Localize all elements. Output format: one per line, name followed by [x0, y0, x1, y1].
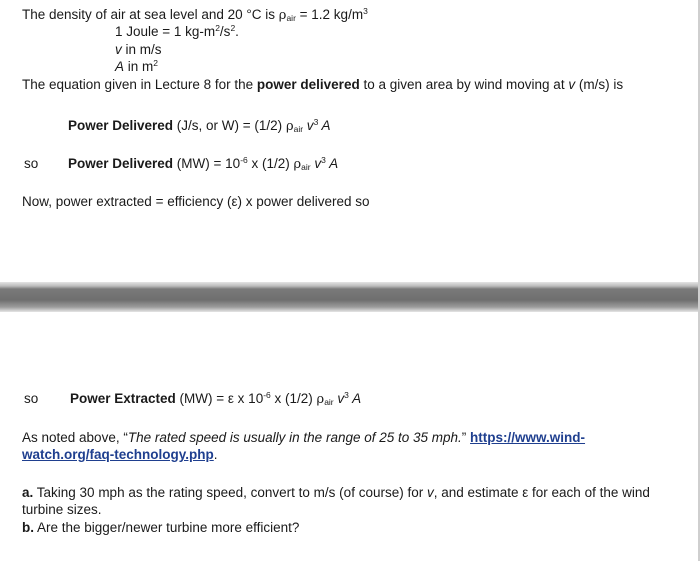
a-variable: A — [318, 118, 331, 133]
text: ” — [461, 430, 471, 445]
text: As noted above, “ — [22, 430, 128, 445]
superscript: 2 — [230, 23, 236, 33]
question-b — [22, 519, 299, 536]
rho-symbol: ρ — [293, 157, 302, 172]
faq-link[interactable]: https://www.wind- — [470, 430, 586, 445]
superscript: 3 — [313, 117, 319, 127]
lecture-equation-intro — [22, 76, 623, 93]
text: The equation given in Lecture 8 for the — [22, 77, 257, 92]
text: (J/s, or W) = (1/2) — [173, 118, 286, 133]
v-variable: v — [310, 156, 322, 171]
text: (MW) = 10 — [173, 156, 241, 171]
superscript: 2 — [215, 23, 220, 33]
noted-paragraph-line1 — [22, 429, 585, 446]
power-extracted-intro: Now, power extracted = efficiency (ε) x power delivered so — [22, 194, 370, 209]
subscript: air — [301, 162, 311, 172]
text: 1 Joule = 1 kg-m — [115, 24, 216, 39]
so-label: so — [24, 391, 39, 406]
superscript: 3 — [321, 155, 326, 165]
so-label: so — [24, 156, 39, 171]
text: Taking 30 mph as the rating speed, convert to m/s (of course) for — [33, 485, 427, 500]
joule-line — [115, 23, 239, 40]
v-variable: v — [333, 391, 345, 406]
rated-speed-quote: The rated speed is usually in the range of 25 to 35 mph. — [127, 430, 462, 445]
text: . — [213, 447, 218, 462]
text: x (1/2) — [247, 156, 294, 171]
superscript: 3 — [344, 390, 349, 400]
subscript: air — [286, 13, 296, 23]
area-units-line — [115, 58, 158, 75]
power-delivered-mw-equation — [68, 155, 338, 173]
text: , and estimate ε for each of the wind — [433, 485, 650, 500]
text: . — [235, 24, 239, 39]
page-divider — [0, 282, 700, 312]
superscript: -6 — [263, 390, 271, 400]
text: to a given area by wind moving at — [359, 77, 569, 92]
superscript: -6 — [240, 155, 248, 165]
subscript: air — [324, 397, 334, 407]
superscript: 2 — [153, 58, 159, 68]
a-variable: A — [325, 156, 339, 171]
noted-paragraph-line2 — [22, 446, 218, 463]
faq-link-continued[interactable]: watch.org/faq-technology.php — [22, 447, 214, 462]
a-variable: A — [348, 391, 362, 406]
velocity-units-line — [115, 41, 162, 58]
text: x (1/2) — [270, 391, 317, 406]
subscript: air — [293, 124, 304, 134]
v-variable: v — [115, 42, 122, 57]
text: (m/s) is — [575, 77, 624, 92]
text: The density of air at sea level and 20 °C is — [22, 7, 279, 22]
text: = 1.2 kg/m — [295, 7, 364, 22]
rho-symbol: ρ — [285, 119, 294, 134]
superscript: 3 — [363, 6, 368, 16]
rho-symbol: ρ — [316, 392, 325, 407]
question-a-line1 — [22, 484, 650, 501]
question-a-label: a. — [22, 485, 34, 500]
v-variable: v — [426, 485, 434, 500]
text: /s — [219, 24, 231, 39]
text: in m — [124, 59, 154, 74]
rho-symbol: ρ — [278, 8, 287, 23]
question-b-label: b. — [22, 520, 34, 535]
text: Are the bigger/newer turbine more efficient? — [34, 520, 300, 535]
text: in m/s — [121, 42, 162, 57]
text: (MW) = ε x 10 — [175, 391, 264, 406]
bold-text: power delivered — [256, 77, 360, 92]
v-variable: v — [303, 118, 314, 133]
v-variable: v — [568, 77, 576, 92]
bold-text: Power Delivered — [68, 118, 174, 133]
power-delivered-equation — [68, 117, 331, 135]
bold-text: Power Delivered — [68, 156, 174, 171]
power-extracted-equation — [70, 390, 361, 408]
question-a-line2: turbine sizes. — [22, 502, 102, 517]
bold-text: Power Extracted — [70, 391, 176, 406]
air-density-line — [22, 6, 368, 24]
a-variable: A — [115, 59, 125, 74]
